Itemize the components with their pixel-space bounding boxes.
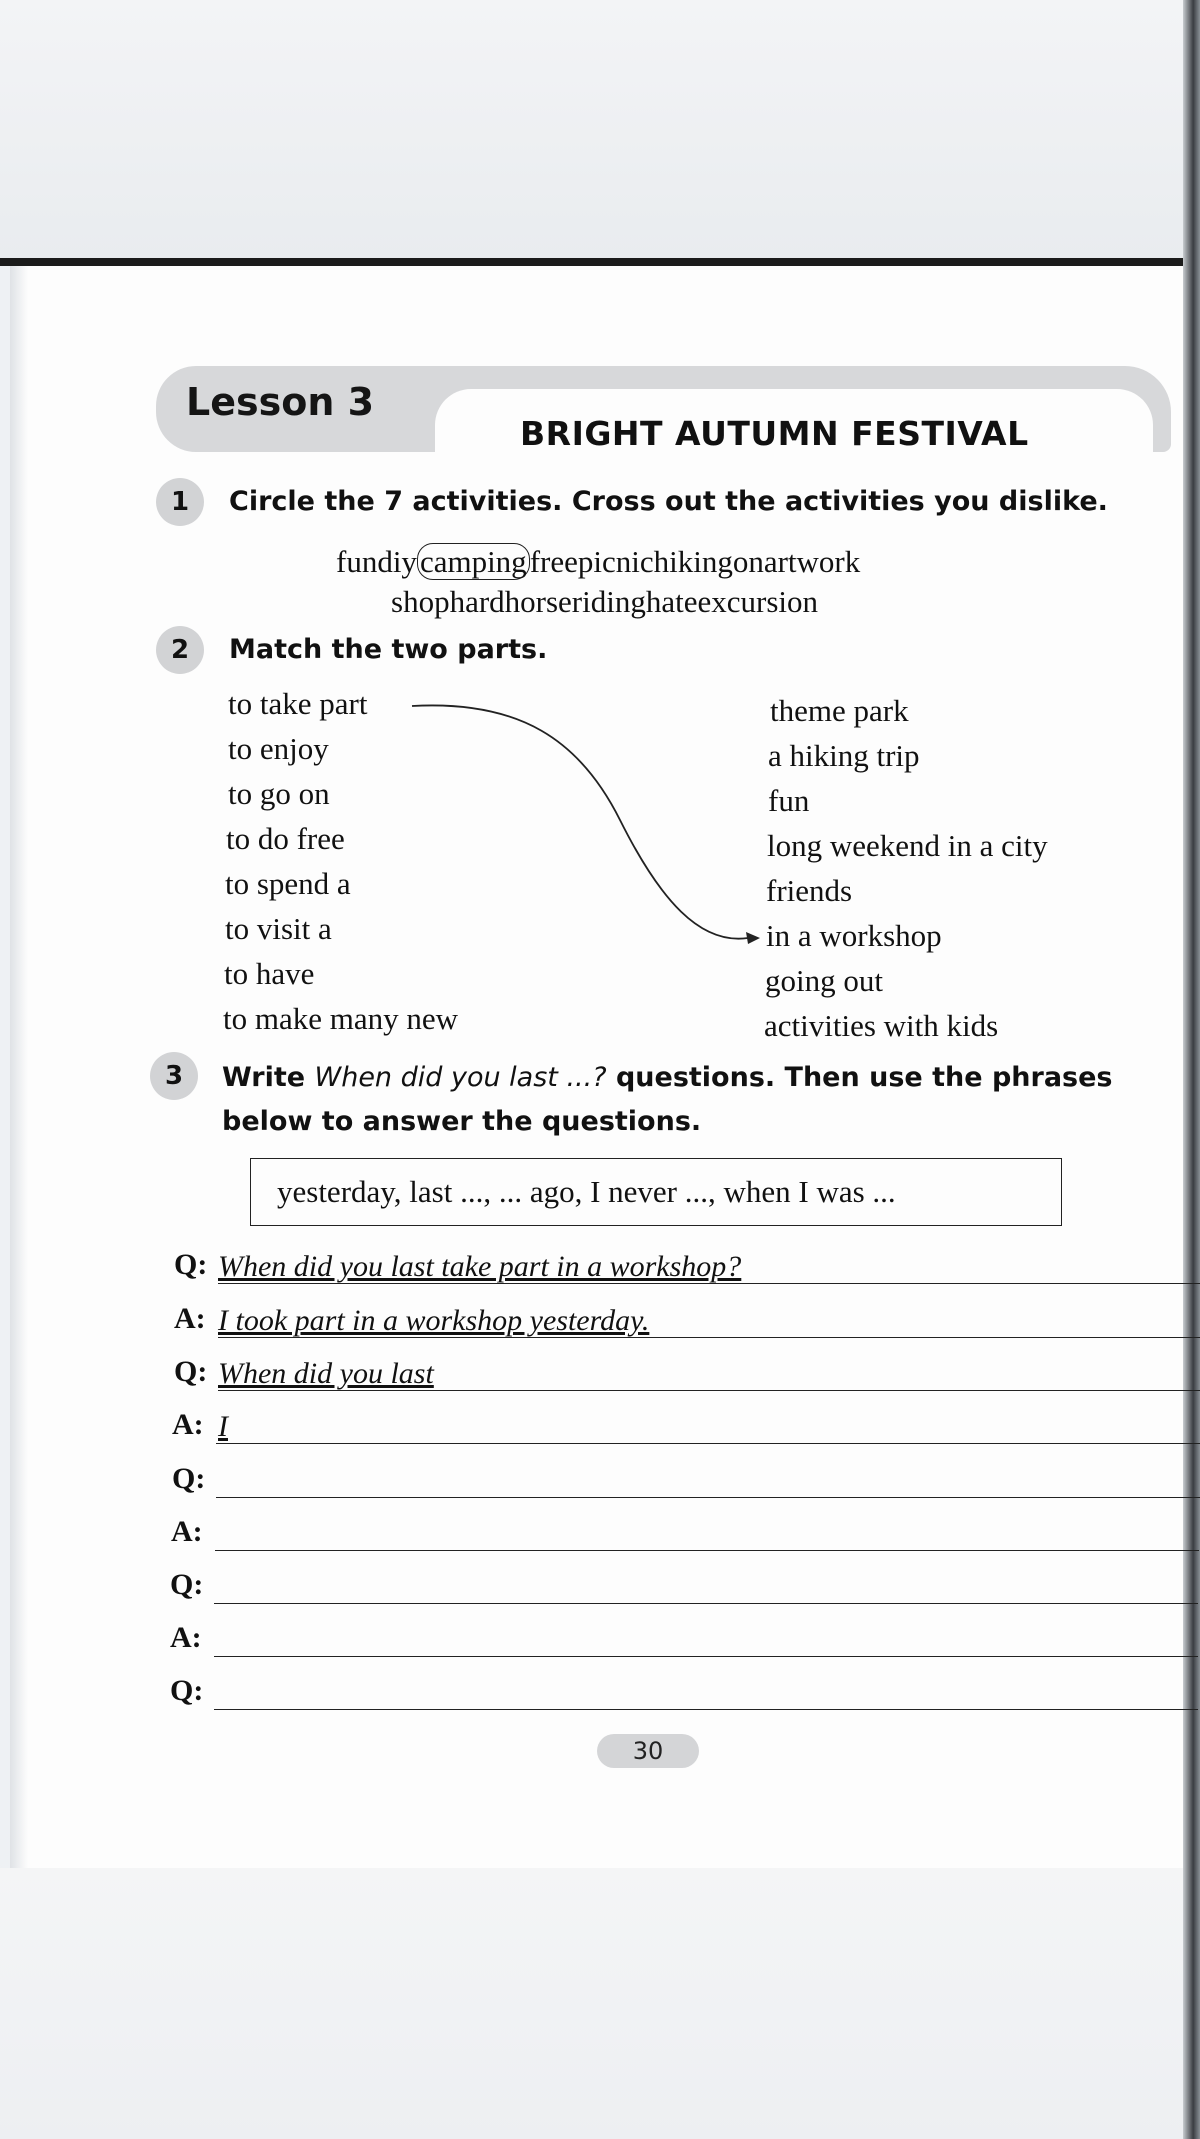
task-3-instruction-line-2: below to answer the questions. — [222, 1106, 702, 1137]
qa-answer[interactable]: When did you last — [218, 1357, 434, 1390]
circled-word: camping — [417, 543, 530, 580]
qa-label: A: — [171, 1515, 203, 1548]
qa-answer[interactable]: When did you last take part in a workshop? — [218, 1250, 742, 1283]
match-right-item: long weekend in a city — [767, 828, 1048, 863]
match-left-item: to do free — [226, 821, 345, 856]
qa-label: Q: — [172, 1462, 206, 1495]
task-3-instruction — [222, 1062, 1113, 1093]
qa-row — [174, 1240, 1160, 1288]
qa-label: A: — [170, 1621, 202, 1654]
qa-label: Q: — [170, 1674, 204, 1707]
match-right-item: theme park — [770, 693, 909, 728]
qa-answer[interactable]: I — [218, 1410, 228, 1443]
task-3-number: 3 — [150, 1052, 198, 1100]
match-right-item: going out — [765, 963, 883, 998]
qa-answer[interactable]: I took part in a workshop yesterday. — [218, 1304, 650, 1337]
match-left-item: to go on — [228, 776, 330, 811]
answer-line — [214, 1603, 1198, 1604]
match-right-item: friends — [766, 873, 853, 908]
instruction-italic: When did you last ...? — [314, 1062, 607, 1093]
lesson-label: Lesson 3 — [186, 380, 375, 424]
qa-label: Q: — [174, 1355, 208, 1388]
qa-row — [170, 1613, 1156, 1661]
match-left-item: to enjoy — [228, 731, 329, 766]
match-right-item: activities with kids — [764, 1008, 999, 1043]
phrases-box: yesterday, last ..., ... ago, I never ..., when I was ... — [250, 1158, 1062, 1226]
qa-row — [170, 1666, 1156, 1714]
qa-row — [171, 1507, 1157, 1555]
match-left-item: to have — [224, 956, 315, 991]
qa-row — [174, 1347, 1160, 1395]
match-left-item: to spend a — [225, 866, 351, 901]
answer-line — [216, 1443, 1200, 1444]
qa-row — [170, 1560, 1156, 1608]
task-2-instruction: Match the two parts. — [229, 634, 548, 665]
task-1-instruction: Circle the 7 activities. Cross out the activities you dislike. — [229, 486, 1108, 517]
instruction-part: questions. Then use the phrases — [615, 1062, 1113, 1093]
task-2-number: 2 — [156, 626, 204, 674]
match-right-item: in a workshop — [766, 918, 942, 953]
answer-line — [214, 1656, 1198, 1657]
qa-label: Q: — [174, 1248, 208, 1281]
qa-label: A: — [172, 1408, 204, 1441]
match-left-item: to make many new — [223, 1001, 459, 1036]
match-left-item: to visit a — [225, 911, 332, 946]
wordsearch-text: freepicnichikingonartwork — [529, 544, 861, 579]
qa-label: A: — [174, 1302, 206, 1335]
match-left-item: to take part — [228, 686, 368, 721]
answer-line — [216, 1497, 1200, 1498]
match-right-item: fun — [768, 783, 810, 818]
wordsearch-text: fundiy — [336, 544, 417, 579]
answer-line — [215, 1550, 1199, 1551]
task-1-number: 1 — [156, 478, 204, 526]
qa-label: Q: — [170, 1568, 204, 1601]
answer-line — [214, 1709, 1198, 1710]
wordsearch-line-2: shophardhorseridinghateexcursion — [391, 584, 818, 619]
qa-row — [172, 1454, 1158, 1502]
match-right-item: a hiking trip — [768, 738, 920, 773]
qa-row — [174, 1294, 1160, 1342]
qa-row — [172, 1400, 1158, 1448]
page-number: 30 — [597, 1734, 699, 1768]
lesson-title: BRIGHT AUTUMN FESTIVAL — [520, 414, 1029, 453]
instruction-part: Write — [222, 1062, 306, 1093]
